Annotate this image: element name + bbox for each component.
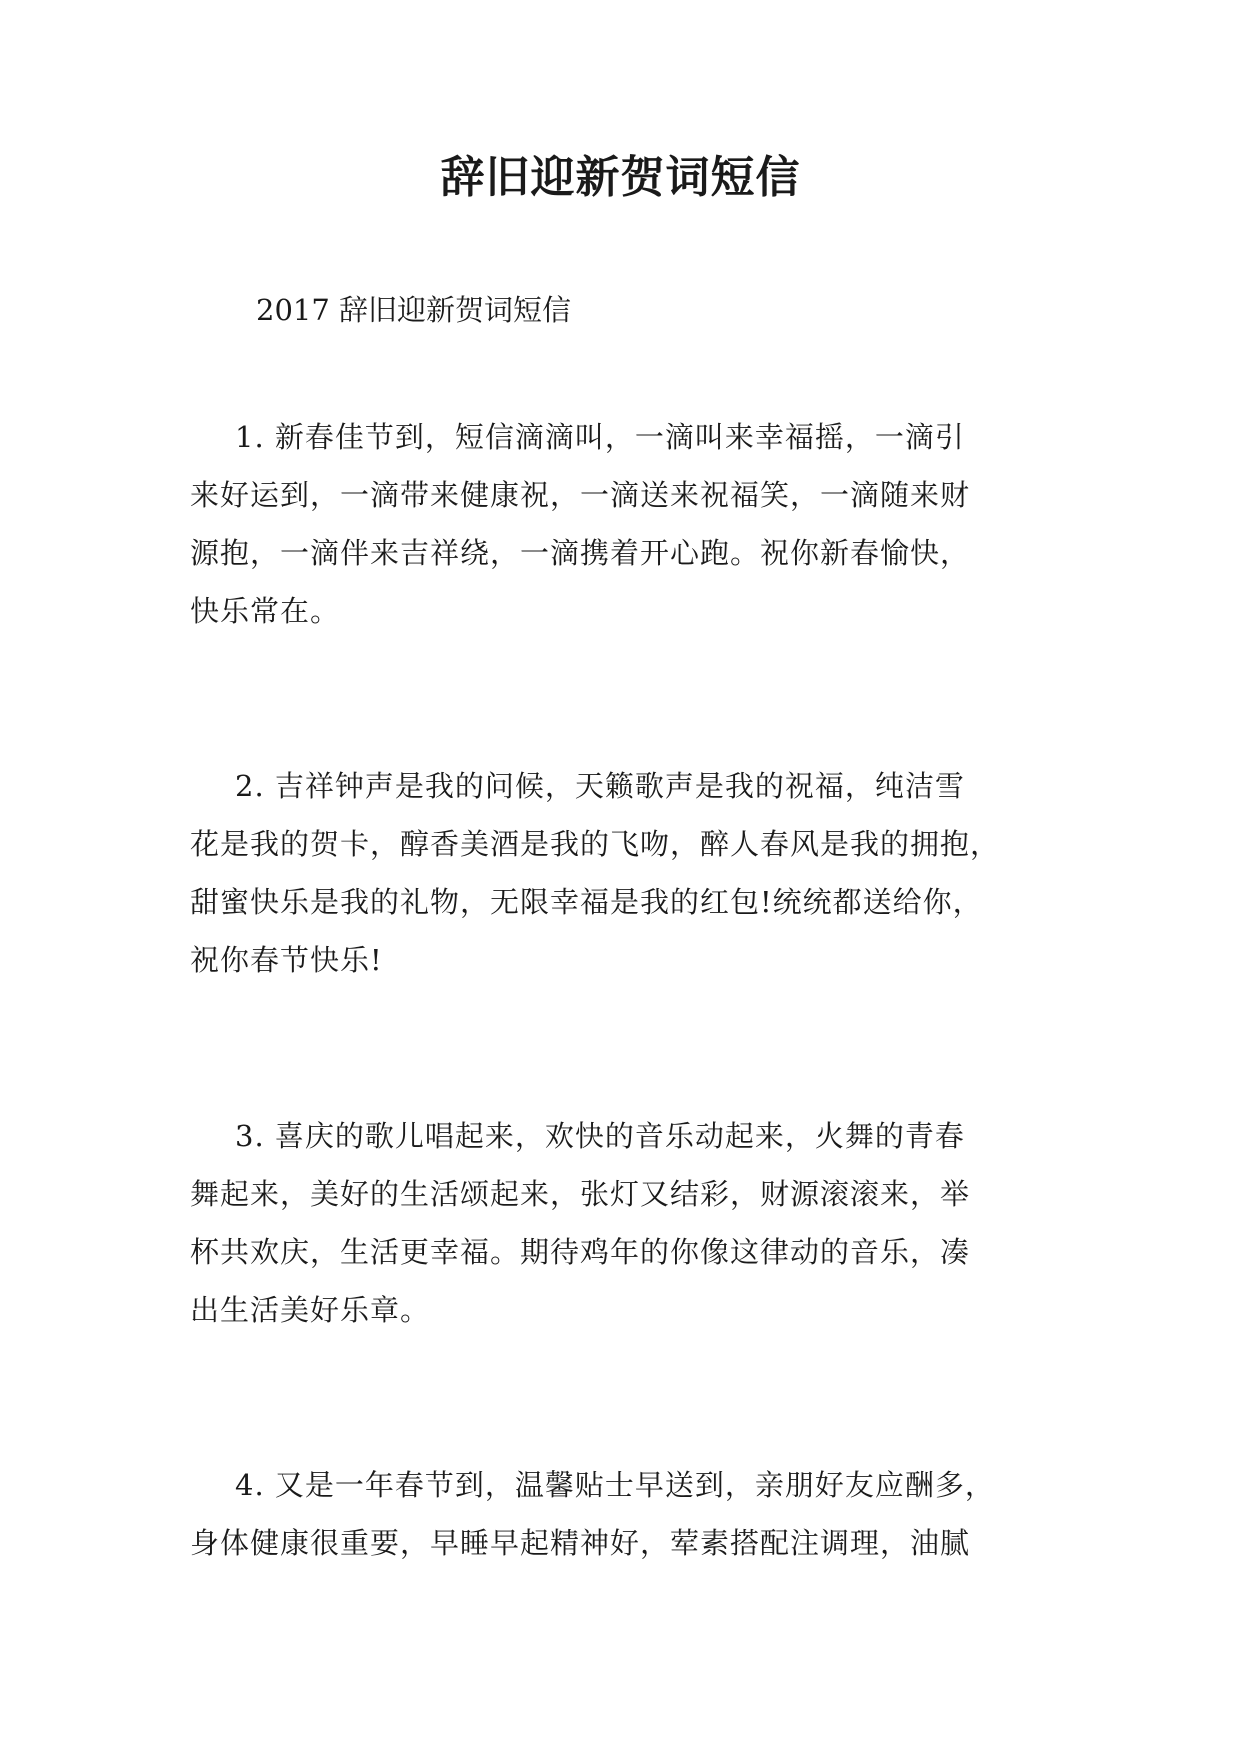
paragraph-line: 1. 新春佳节到，短信滴滴叫，一滴叫来幸福摇，一滴引 (235, 420, 965, 454)
paragraph-line: 花是我的贺卡，醇香美酒是我的飞吻，醉人春风是我的拥抱， (190, 827, 1001, 861)
paragraph-1 (190, 408, 1070, 640)
paragraph-line: 祝你春节快乐! (190, 943, 383, 977)
paragraph-4 (190, 1456, 1070, 1572)
paragraph-line: 舞起来，美好的生活颂起来，张灯又结彩，财源滚滚来，举 (190, 1177, 971, 1211)
paragraph-line: 源抱，一滴伴来吉祥绕，一滴携着开心跑。祝你新春愉快， (190, 536, 971, 570)
paragraph-2 (190, 757, 1070, 989)
paragraph-3 (190, 1107, 1070, 1339)
document-title: 辞旧迎新贺词短信 (440, 152, 801, 203)
paragraph-line: 来好运到，一滴带来健康祝，一滴送来祝福笑，一滴随来财 (190, 478, 971, 512)
paragraph-line: 身体健康很重要，早睡早起精神好，荤素搭配注调理，油腻 (190, 1526, 971, 1560)
paragraph-line: 杯共欢庆，生活更幸福。期待鸡年的你像这律动的音乐，凑 (190, 1235, 971, 1269)
document-subtitle: 2017 辞旧迎新贺词短信 (256, 293, 572, 327)
paragraph-line: 快乐常在。 (190, 594, 341, 628)
paragraph-line: 出生活美好乐章。 (190, 1293, 431, 1327)
paragraph-line: 甜蜜快乐是我的礼物，无限幸福是我的红包!统统都送给你， (190, 885, 983, 919)
paragraph-line: 3. 喜庆的歌儿唱起来，欢快的音乐动起来，火舞的青春 (235, 1119, 965, 1153)
paragraph-line: 2. 吉祥钟声是我的问候，天籁歌声是我的祝福，纯洁雪 (235, 769, 965, 803)
paragraph-line: 4. 又是一年春节到，温馨贴士早送到，亲朋好友应酬多， (235, 1468, 995, 1502)
